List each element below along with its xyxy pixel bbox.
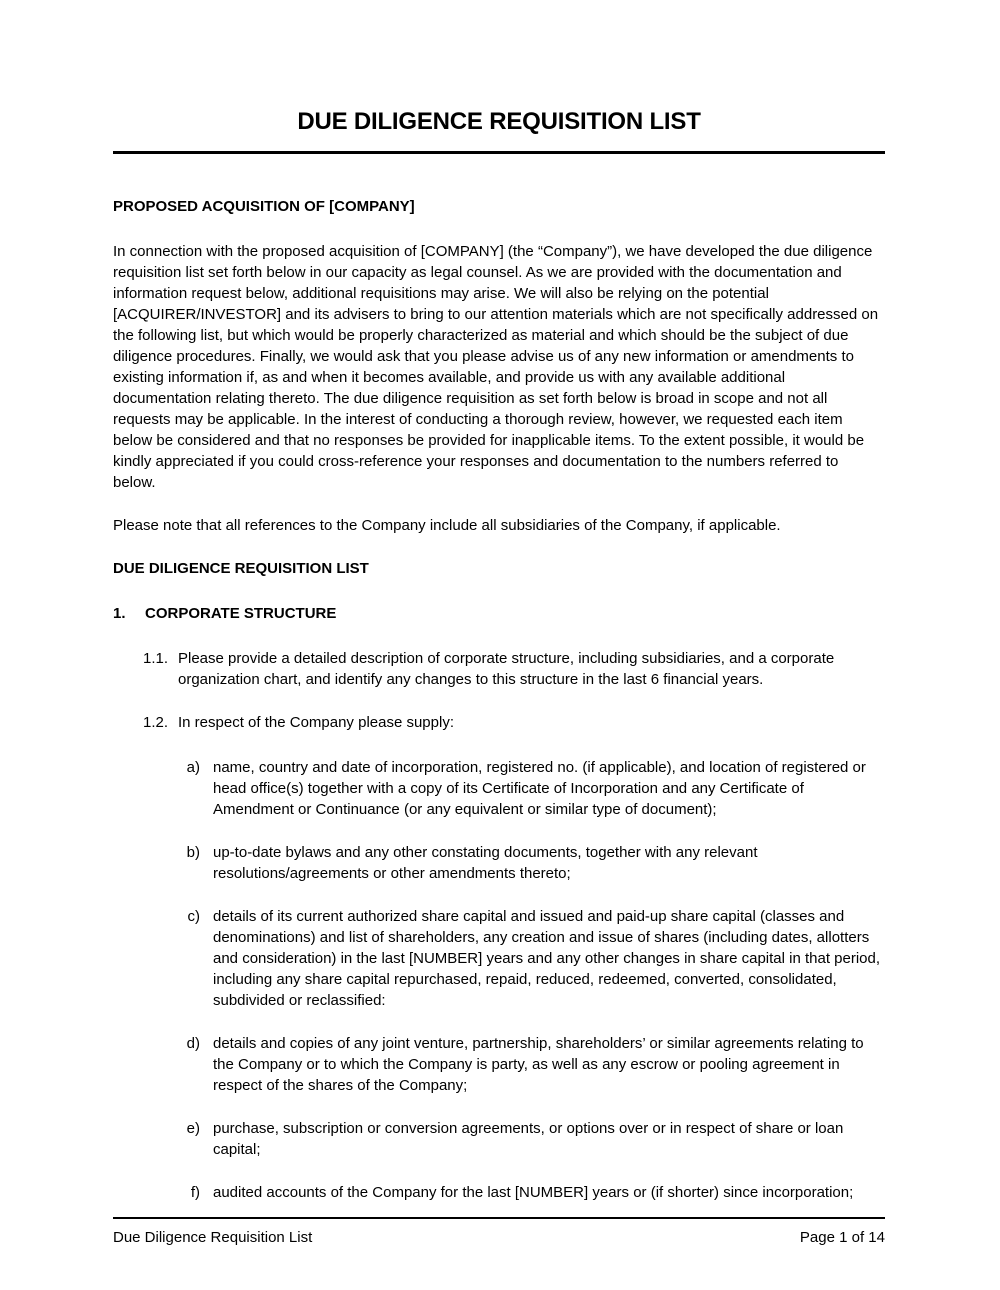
page-title: DUE DILIGENCE REQUISITION LIST (297, 108, 701, 135)
item-text: name, country and date of incorporation, registered no. (if applicable), and location of registered or head office(s) together with a copy of its Certificate of Incorporation and any Certificate of Amendment or Continuance (or any equivalent or similar type of document); (213, 758, 866, 818)
footer-row (113, 1228, 885, 1248)
item-letter: b) (186, 843, 200, 861)
subject-heading: PROPOSED ACQUISITION OF [COMPANY] (113, 197, 415, 215)
item-number: 1.1. (143, 649, 169, 667)
note-paragraph: Please note that all references to the Company include all subsidiaries of the Company, if applicable. (113, 516, 781, 534)
item-letter: e) (186, 1119, 200, 1137)
document-body (113, 0, 885, 1203)
item-text: In respect of the Company please supply: (178, 713, 454, 731)
intro-paragraph: In connection with the proposed acquisition of [COMPANY] (the “Company”), we have developed the due diligence requisition list set forth below in our capacity as legal counsel. As we are provided with the documentation and information request below, additional requisitions may arise. We will also be relying on the potential [ACQUIRER/INVESTOR] and its advisers to bring to our attention materials which are not specifically addressed on the following list, but which would be properly characterized as material and which should be the subject of due diligence procedures. Finally, we would ask that you please advise us of any new information or amendments to existing information if, as and when it becomes available, and provide us with any available additional documentation relating thereto. The due diligence requisition as set forth below is broad in scope and not all requests may be applicable. In the interest of conducting a thorough review, however, we requested each item below be considered and that no responses be provided for inapplicable items. To the extent possible, it would be kindly appreciated if you could cross-reference your responses and documentation to the numbers referred to below. (113, 242, 879, 491)
item-text: up-to-date bylaws and any other constating documents, together with any relevant resolutions/agreements or other amendments thereto; (213, 843, 758, 882)
section-number: 1. (113, 604, 126, 622)
item-letter: f) (190, 1183, 200, 1201)
item-letter: d) (186, 1034, 200, 1052)
item-letter: c) (187, 907, 200, 925)
spacer (113, 1011, 885, 1033)
list-item-b (178, 842, 885, 884)
spacer (113, 493, 885, 515)
list-item-1-2 (143, 712, 885, 733)
list-item-c (178, 906, 885, 1011)
list-item-a (178, 757, 885, 820)
item-text: details and copies of any joint venture, partnership, shareholders’ or similar agreements relating to the Company or to which the Company is party, as well as any escrow or pooling agreement in respect of the shares of the Company; (213, 1034, 864, 1094)
spacer (113, 579, 885, 603)
footer-document-name: Due Diligence Requisition List (113, 1229, 313, 1246)
list-item-1-1 (143, 648, 885, 690)
spacer (113, 624, 885, 648)
spacer (113, 1096, 885, 1118)
item-number: 1.2. (143, 713, 169, 731)
item-text: purchase, subscription or conversion agreements, or options over or in respect of share or loan capital; (213, 1119, 844, 1158)
spacer (113, 884, 885, 906)
spacer (113, 1160, 885, 1182)
item-text: details of its current authorized share capital and issued and paid-up share capital (classes and denominations) and list of shareholders, any creation and issue of shares (including dates, allotters and consideration) in the last [NUMBER] years and any other changes in share capital in that period, including any share capital repurchased, repaid, reduced, redeemed, converted, consolidated, subdivided or reclassified: (213, 907, 881, 1009)
spacer (113, 154, 885, 196)
list-item-d (178, 1033, 885, 1096)
section-heading-1 (113, 603, 885, 624)
list-item-e (178, 1118, 885, 1160)
spacer (113, 217, 885, 241)
item-text: Please provide a detailed description of corporate structure, including subsidiaries, and a corporate organization chart, and identify any changes to this structure in the last 6 financial years. (178, 649, 835, 688)
spacer (113, 536, 885, 558)
item-text: audited accounts of the Company for the last [NUMBER] years or (if shorter) since incorporation; (213, 1183, 854, 1201)
footer-divider (113, 1217, 885, 1219)
footer-page-number: Page 1 of 14 (799, 1229, 885, 1246)
list-item-f (178, 1182, 885, 1203)
page-footer (113, 1217, 885, 1248)
section-title: CORPORATE STRUCTURE (145, 604, 337, 622)
list-heading: DUE DILIGENCE REQUISITION LIST (113, 559, 369, 577)
spacer (113, 733, 885, 757)
item-letter: a) (186, 758, 200, 776)
spacer (113, 690, 885, 712)
spacer (113, 820, 885, 842)
